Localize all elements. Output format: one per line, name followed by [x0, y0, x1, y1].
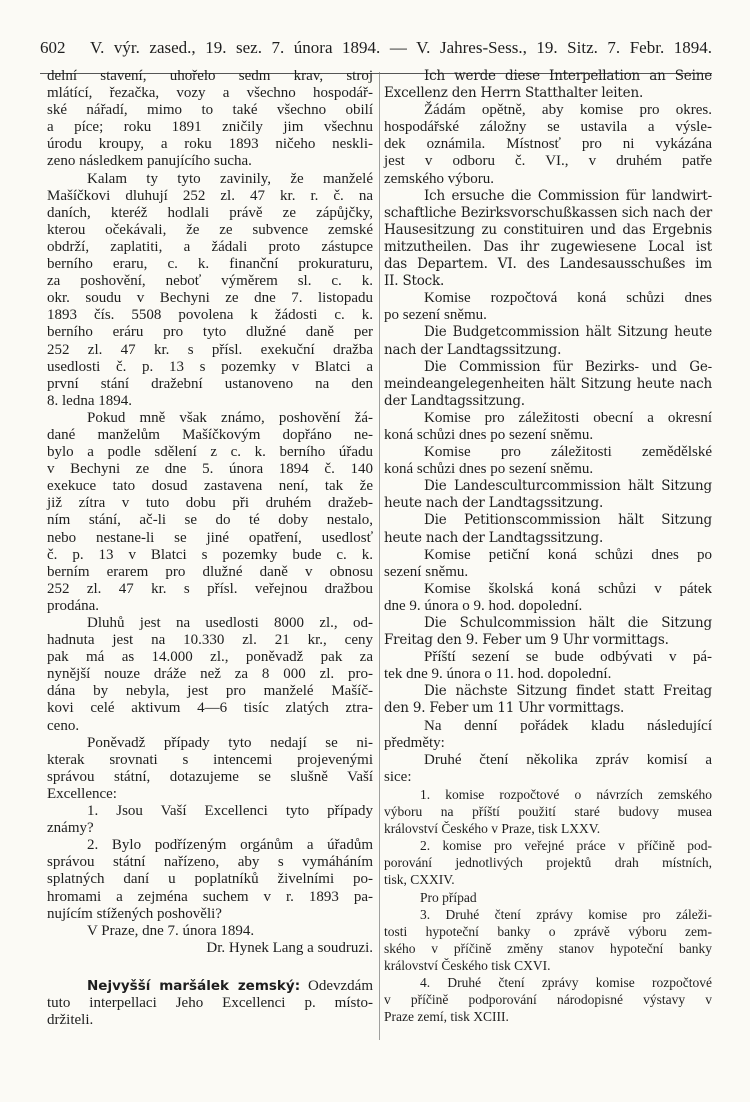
text-line: kterak srovnati s intencemi projevenými: [47, 751, 373, 768]
text-line: Komise pro záležitosti obecní a okresní: [424, 409, 712, 426]
text-line: Pro případ: [420, 889, 477, 905]
left-column: [47, 68, 373, 1029]
text-line: ského v příčině změny stanov hypoteční banky: [384, 940, 712, 956]
text-line: č. p. 13 v Blatci s pozemky bude c. k.: [47, 546, 373, 563]
paragraph: [384, 444, 712, 478]
text-line: 2. Bylo podřízeným orgánům a úřadům: [87, 837, 373, 854]
german-paragraph: [384, 478, 712, 512]
text-line: Dluhů jest na usedlosti 8000 zl., od-: [87, 615, 373, 631]
text-line: mlátící, řezačka, vozy a všechno hospodář-: [47, 85, 373, 102]
text-line: zeno následkem panujícího sucha.: [47, 153, 252, 170]
text-line: v Bechyni ze dne 5. února 1894 č. 140: [47, 461, 373, 478]
paragraph: [47, 615, 373, 735]
text-line: schaftliche Bezirksvorschußkassen sich nach der: [384, 204, 712, 221]
text-line: V Praze, dne 7. února 1894.: [87, 922, 255, 939]
text-line: již zítra v tuto dobu při druhém dražeb-: [47, 495, 373, 512]
text-line: Druhé čtení několika zpráv komisí a: [424, 751, 712, 768]
text-line: nujícím stížených poshověli?: [47, 905, 222, 922]
text-line: kovi celé aktivum 4—6 tisíc zlatých ztra-: [47, 700, 373, 717]
text-line: Komise školská koná schůzi v pátek: [424, 580, 712, 597]
speaker-text: Odevzdám: [308, 977, 373, 994]
text-line: hospodářské záložny se ustavila a výsle-: [384, 119, 712, 136]
column-divider: [379, 72, 380, 1040]
text-line: známy?: [47, 820, 94, 837]
text-line: Mašíčkovi dluhují 252 zl. 47 kr. r. č. na: [47, 187, 373, 204]
text-line: Příští sezení se bude odbývati v pá-: [424, 649, 712, 666]
text-line: sice:: [384, 768, 412, 785]
text-line: kterou očekávali, že ze subvence zemské: [47, 221, 373, 238]
text-line: koná schůzi dnes po sezení sněmu.: [384, 426, 594, 443]
german-paragraph: [384, 615, 712, 649]
text-line: v příčině podporování národopisné výstavy v: [384, 992, 712, 1008]
text-line: držiteli.: [47, 1012, 94, 1029]
text-line: hromami a zejména suchem v r. 1893 pa-: [47, 888, 373, 905]
text-line: mitzutheilen. Das ihr zugewiesene Local ist: [384, 238, 712, 255]
paragraph: [384, 718, 712, 752]
paragraph: [47, 68, 373, 171]
text-line: Komise pro záležitosti zemědělské: [424, 444, 712, 461]
text-line: zemského výboru.: [384, 170, 494, 187]
text-line: tisk, CXXIV.: [384, 872, 455, 888]
text-line: hadnuta jest na 10.330 zl. 21 kr., ceny: [47, 632, 373, 649]
text-line: Excellence:: [47, 785, 117, 802]
text-line: 3. Druhé čtení zprávy komise pro záleži-: [420, 906, 712, 922]
text-line: berního eraru, c. k. finanční prokuraturu,: [47, 256, 373, 273]
german-paragraph: [384, 359, 712, 410]
text-line: ním stání, ač-li se do té doby nestalo,: [47, 512, 373, 529]
text-line: správou státní nařízeno, aby s vymáháním: [47, 854, 373, 871]
text-line: heute nach der Landtagssitzung.: [384, 529, 604, 546]
text-line: meindeangelegenheiten hält Sitzung heute nach: [384, 375, 712, 392]
german-paragraph: [384, 512, 712, 546]
paragraph: [384, 837, 712, 888]
running-title: V. výr. zased., 19. sez. 7. února 1894. — V. Jahres-Sess., 19. Sitz. 7. Febr. 1894.: [90, 38, 712, 57]
text-line: Komise rozpočtová koná schůzi dnes: [424, 290, 712, 307]
text-line: Poněvadž případy tyto nedají se ni-: [87, 734, 373, 751]
text-line: Freitag den 9. Feber um 9 Uhr vormittags.: [384, 632, 669, 649]
speaker-label: Nejvyšší maršálek zemský:: [87, 977, 301, 994]
text-line: tosti hypoteční banky o zprávě výboru zem-: [384, 923, 712, 939]
text-line: Excellenz den Herrn Statthalter leiten.: [384, 85, 644, 102]
paragraph: [384, 290, 712, 324]
text-line: první stání dražební ustanoveno na den: [47, 375, 373, 392]
text-line: prodána.: [47, 597, 100, 614]
speaker-paragraph: [47, 978, 373, 1029]
text-line: [47, 978, 373, 995]
text-line: dána by nebyla, jest pro manželé Mašíč-: [47, 683, 373, 700]
paragraph: [384, 752, 712, 786]
paragraph: [384, 906, 712, 974]
text-line: obdrží, zaplatiti, a žádali proto zástupce: [47, 238, 373, 255]
text-line: nebo nestane-li se jiné opatření, usedlosť: [47, 529, 373, 546]
text-line: 1893 čís. 5508 povolena k žádosti c. k.: [47, 307, 373, 324]
paragraph: [384, 102, 712, 187]
text-line: berního eráru pro tyto dlužné daně per: [47, 324, 373, 341]
text-line: daních, kteréž hodlali právě ze zápůjčky,: [47, 204, 373, 221]
german-paragraph: [384, 68, 712, 102]
text-line: Die Schulcommission hält die Sitzung: [424, 615, 712, 631]
text-line: nynější nouze dráže než za 8 000 zl. pro-: [47, 666, 373, 683]
text-line: Komise petiční koná schůzi dnes po: [424, 546, 712, 563]
text-line: der Landtagssitzung.: [384, 392, 525, 409]
text-line: usedlosti č. p. 13 s pozemky v Blatci a: [47, 358, 373, 375]
paragraph: [47, 923, 373, 940]
text-line: Pokud mně však známo, poshovění žá-: [87, 409, 373, 426]
right-column: [384, 68, 712, 1025]
paragraph: [47, 837, 373, 922]
text-line: das Departem. VI. des Landesausschußes im: [384, 256, 712, 273]
text-line: II. Stock.: [384, 273, 445, 290]
text-line: Kalam ty tyto zavinily, že manželé: [87, 170, 373, 187]
paragraph: [47, 410, 373, 615]
text-line: Die Commission für Bezirks- und Ge-: [424, 358, 712, 375]
paragraph: [384, 410, 712, 444]
paragraph: [47, 171, 373, 410]
text-line: úrodu kroupy, a roku 1893 ničeho neskli-: [47, 136, 373, 153]
text-line: 1. komise rozpočtové o návrzích zemského: [420, 786, 712, 802]
text-line: 1. Jsou Vaší Excellenci tyto případy: [87, 803, 373, 820]
paragraph: [384, 889, 712, 906]
text-line: heute nach der Landtagssitzung.: [384, 495, 604, 512]
text-line: správou státní, dotazujeme se slušně Vaší: [47, 768, 373, 785]
text-line: ceno.: [47, 717, 80, 734]
text-line: předměty:: [384, 734, 445, 751]
text-line: exekuce tato dosud zastavena není, tak že: [47, 478, 373, 495]
text-line: Die Landesculturcommission hält Sitzung: [424, 478, 712, 495]
text-line: den 9. Feber um 11 Uhr vormittags.: [384, 700, 625, 717]
text-line: 2. komise pro veřejné práce v příčině pod-: [420, 838, 712, 854]
text-line: bylo a podle sdělení z c. k. berního úřadu: [47, 444, 373, 461]
text-line: Praze zemí, tisk XCIII.: [384, 1009, 509, 1025]
text-line: jest v odboru č. VI., v druhém patře: [384, 153, 712, 170]
text-line: dané manželům Mašíčkovým dopřáno ne-: [47, 426, 373, 443]
text-line: 252 zl. 47 kr. s přísl. exekuční dražba: [47, 341, 373, 358]
text-line: Ich ersuche die Commission für landwirt-: [424, 187, 712, 204]
text-line: a píce; roku 1891 zničily jim všechnu: [47, 119, 373, 136]
paragraph: [47, 803, 373, 837]
text-line: království Českého v Praze, tisk LXXV.: [384, 821, 601, 837]
text-line: tek dne 9. února o 11. hod. dopolední.: [384, 666, 612, 683]
text-line: království Českého tisk CXVI.: [384, 957, 551, 973]
german-paragraph: [384, 683, 712, 717]
text-line: dne 9. února o 9. hod. dopolední.: [384, 597, 583, 614]
text-line: za poshovění, neboť výměrem sl. c. k.: [47, 273, 373, 290]
paragraph: [384, 974, 712, 1025]
text-line: delní stavení, uhořelo sedm krav, stroj: [47, 68, 373, 84]
page-number: 602: [40, 38, 66, 57]
text-line: 8. ledna 1894.: [47, 392, 132, 409]
text-line: Die Budgetcommission hält Sitzung heute: [424, 324, 712, 341]
text-line: po sezení sněmu.: [384, 307, 487, 324]
text-line: Žádám opětně, aby komise pro okres.: [424, 102, 712, 119]
text-line: výboru na příští použití staré budovy musea: [384, 804, 712, 820]
text-line: 4. Druhé čtení zprávy komise rozpočtové: [420, 974, 712, 990]
text-line: pak má as 14.000 zl., poněvadž pak za: [47, 649, 373, 666]
text-line: 252 zl. 47 kr. s přísl. veřejnou dražbou: [47, 580, 373, 597]
paragraph: [47, 735, 373, 803]
text-line: koná schůzi dnes po sezení sněmu.: [384, 461, 594, 478]
text-line: okr. soudu v Bechyni ze dne 7. listopadu: [47, 290, 373, 307]
paragraph: [384, 547, 712, 581]
text-line: porování jednotlivých projektů drah místních,: [384, 855, 712, 871]
text-line: Hausesitzung zu constituiren und das Ergebnis: [384, 221, 712, 238]
paragraph: [47, 940, 373, 957]
text-line: Die nächste Sitzung findet statt Freitag: [424, 683, 712, 700]
running-header: [40, 38, 712, 62]
text-line: berním erarem pro dlužné daně v obnosu: [47, 563, 373, 580]
text-line: nach der Landtagssitzung.: [384, 341, 562, 358]
german-paragraph: [384, 188, 712, 291]
paragraph: [384, 649, 712, 683]
paragraph: [384, 581, 712, 615]
text-line: ské nářadí, mimo to také všechno obilí: [47, 102, 373, 119]
paragraph: [384, 786, 712, 837]
text-line: splatných daní u poplatníků živelními po-: [47, 871, 373, 888]
german-paragraph: [384, 324, 712, 358]
text-line: Die Petitionscommission hält Sitzung: [424, 512, 712, 529]
text-line: dek oznámila. Místnosť pro ni vykázána: [384, 136, 712, 153]
text-line: tuto interpellaci Jeho Excellenci p. místo-: [47, 994, 373, 1011]
text-line: Na denní pořádek kladu následující: [424, 717, 712, 734]
text-line: Dr. Hynek Lang a soudruzi.: [206, 939, 373, 956]
text-line: Ich werde diese Interpellation an Seine: [424, 68, 712, 84]
text-line: sezení sněmu.: [384, 563, 469, 580]
